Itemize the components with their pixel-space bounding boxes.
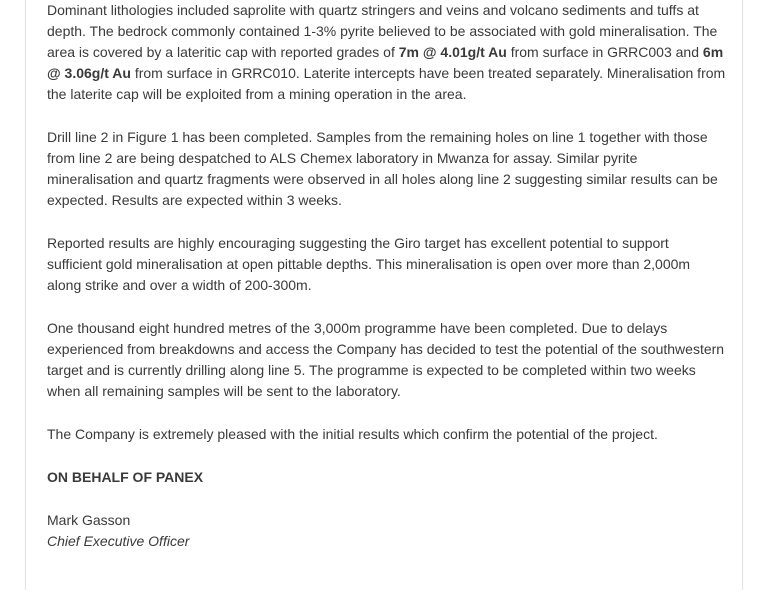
signature-block bbox=[47, 510, 727, 552]
grade-highlight-grrc003: 7m @ 4.01g/t Au bbox=[398, 44, 507, 60]
paragraph-results: Reported results are highly encouraging suggesting the Giro target has excellent potential to support sufficient gold mineralisation at open pittable depths. This mineralisation is open over more than 2,000m along strike and over a width of 200-300m. bbox=[47, 235, 691, 293]
signatory-name: Mark Gasson bbox=[47, 512, 131, 528]
document-page bbox=[25, 0, 743, 590]
document-body bbox=[47, 0, 727, 552]
grade-highlight-grrc010: 6m @ 3.06g/t Au bbox=[47, 44, 724, 81]
paragraph-drill-line: Drill line 2 in Figure 1 has been completed. Samples from the remaining holes on line 1 together with those from line 2 are being despatched to ALS Chemex laboratory in Mwanza for assay. Similar pyrite mineralisation and quartz fragments were observed in all holes along line 2 suggesting similar results can be expected. Results are expected within 3 weeks. bbox=[47, 129, 718, 208]
paragraph-conclusion: The Company is extremely pleased with the initial results which confirm the potential of the project. bbox=[47, 426, 658, 442]
signoff-heading: ON BEHALF OF PANEX bbox=[47, 469, 204, 485]
paragraph-text: from surface in GRRC003 and bbox=[506, 44, 703, 60]
paragraph-text: Dominant lithologies included saprolite with quartz stringers and veins and volcano sediments and tuffs at depth. The bedrock commonly contained 1-3% pyrite believed to be associated with gold mineralisation. The area is covered by a lateritic cap with reported grades of bbox=[47, 2, 718, 60]
paragraph-lithologies bbox=[47, 0, 727, 105]
signatory-title: Chief Executive Officer bbox=[47, 533, 190, 549]
paragraph-programme: One thousand eight hundred metres of the 3,000m programme have been completed. Due to delays experienced from breakdowns and access the Company has decided to test the potential of the southwestern target and is currently drilling along line 5. The programme is expected to be completed within two weeks when all remaining samples will be sent to the laboratory. bbox=[47, 320, 725, 399]
paragraph-text: from surface in GRRC010. Laterite intercepts have been treated separately. Mineralisation from the laterite cap will be exploited from a mining operation in the area. bbox=[47, 65, 726, 102]
